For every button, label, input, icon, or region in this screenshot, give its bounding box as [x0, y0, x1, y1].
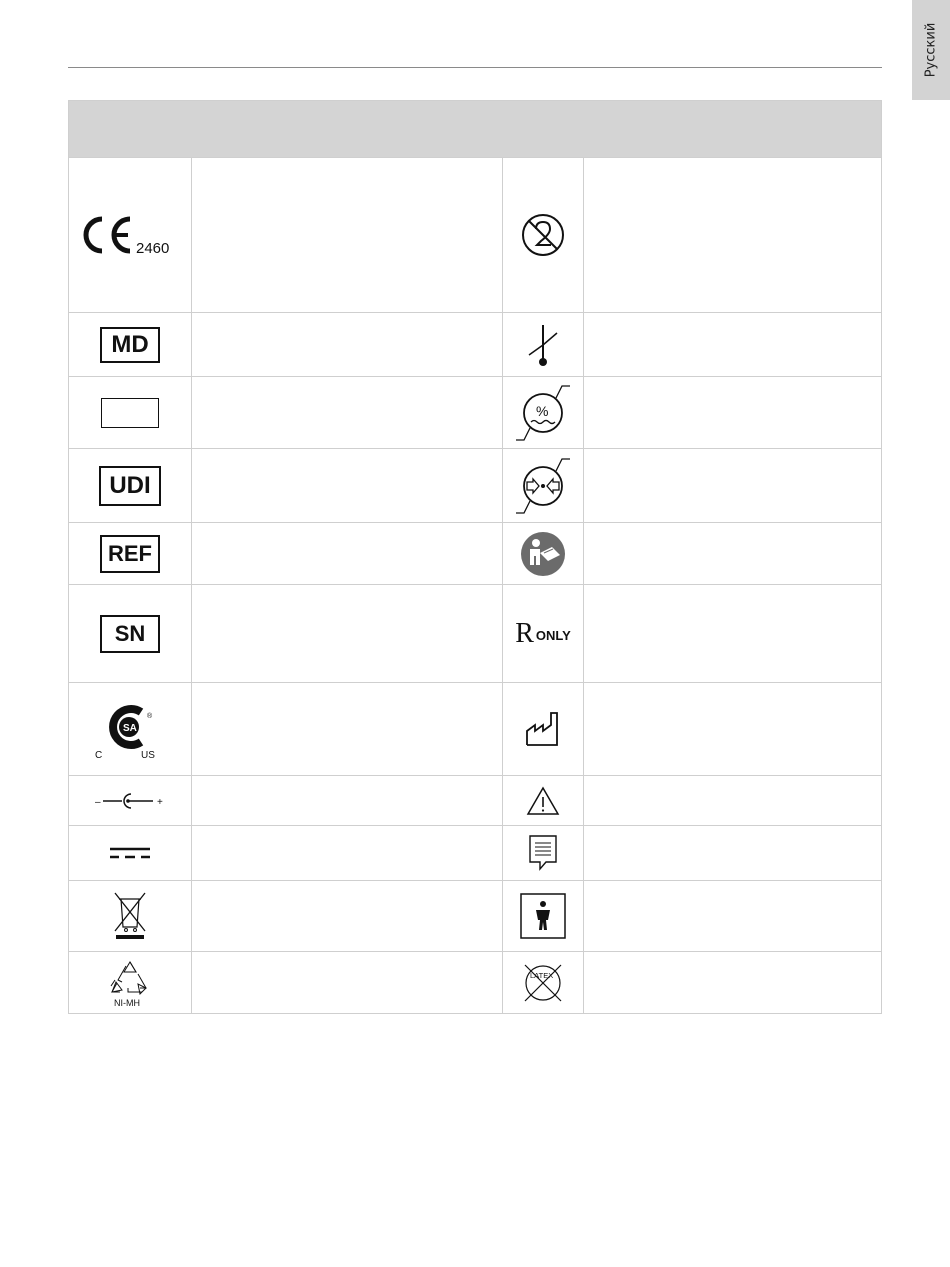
- md-icon: MD: [100, 327, 160, 363]
- ce-mark-number: 2460: [136, 240, 170, 257]
- weee-bin-icon: [113, 891, 147, 941]
- description-cell: [192, 881, 503, 951]
- type-bf-cell: [503, 881, 584, 951]
- table-row: [69, 448, 881, 522]
- table-row: [69, 376, 881, 448]
- description-cell: [584, 313, 881, 376]
- table-row: [69, 584, 881, 682]
- rx-symbol: R: [515, 617, 534, 649]
- description-cell: [584, 377, 881, 448]
- table-row: [69, 825, 881, 880]
- table-row: [69, 522, 881, 584]
- pressure-limit-cell: [503, 449, 584, 522]
- ce-mark-icon: [80, 213, 180, 257]
- description-cell: [584, 881, 881, 951]
- description-cell: [192, 377, 503, 448]
- description-cell: [192, 585, 503, 682]
- nimh-label: NI-MH: [114, 997, 140, 1008]
- manufacture-date-icon: [523, 709, 563, 749]
- rx-only-cell: [503, 585, 584, 682]
- udi-icon: UDI: [99, 466, 161, 506]
- description-cell: [584, 826, 881, 880]
- csa-cell: [69, 683, 192, 775]
- humidity-limit-cell: [503, 377, 584, 448]
- blank-box-cell: [69, 377, 192, 448]
- note-cell: [503, 826, 584, 880]
- type-bf-applied-part-icon: [520, 893, 566, 939]
- ce-mark-cell: [69, 158, 192, 312]
- description-cell: [192, 523, 503, 584]
- manufacture-date-cell: [503, 683, 584, 775]
- symbols-table: [68, 100, 882, 1014]
- table-row: [69, 775, 881, 825]
- caution-cell: [503, 776, 584, 825]
- table-row: [69, 157, 881, 312]
- description-cell: [584, 449, 881, 522]
- header-rule: [68, 67, 882, 68]
- description-cell: [584, 683, 881, 775]
- description-cell: [192, 313, 503, 376]
- read-instructions-cell: [503, 523, 584, 584]
- weee-cell: [69, 881, 192, 951]
- polarity-plus: +: [157, 796, 163, 808]
- description-cell: [584, 776, 881, 825]
- pressure-limit-icon: [514, 455, 572, 517]
- do-not-reuse-icon: [519, 211, 567, 259]
- direct-current-icon: [108, 846, 152, 860]
- latex-free-cell: [503, 952, 584, 1013]
- do-not-reuse-cell: [503, 158, 584, 312]
- rx-only-icon: [515, 617, 571, 649]
- read-instructions-icon: [520, 531, 566, 577]
- description-cell: [584, 952, 881, 1013]
- svg-text:SA: SA: [123, 723, 137, 734]
- sn-cell: [69, 585, 192, 682]
- description-cell: [192, 158, 503, 312]
- csa-registered: ®: [147, 713, 153, 720]
- humidity-limit-icon: [514, 382, 572, 444]
- ref-cell: [69, 523, 192, 584]
- table-header: [69, 101, 881, 157]
- note-icon: [527, 834, 559, 872]
- humidity-percent-label: %: [536, 402, 549, 419]
- language-tab-label: Русский: [923, 22, 939, 78]
- table-row: [69, 312, 881, 376]
- polarity-minus: –: [95, 796, 101, 808]
- description-cell: [584, 585, 881, 682]
- description-cell: [192, 776, 503, 825]
- description-cell: [192, 683, 503, 775]
- udi-cell: [69, 449, 192, 522]
- recycle-nimh-icon: [105, 958, 155, 1008]
- description-cell: [192, 449, 503, 522]
- table-row: [69, 880, 881, 951]
- temperature-limit-cell: [503, 313, 584, 376]
- table-row: [69, 682, 881, 775]
- temperature-limit-icon: [523, 321, 563, 369]
- csa-us-label: US: [141, 750, 155, 760]
- dc-polarity-icon: [95, 791, 165, 811]
- latex-label: LATEX: [530, 970, 554, 980]
- md-cell: [69, 313, 192, 376]
- ref-icon: REF: [100, 535, 160, 573]
- blank-box-icon: [101, 398, 159, 428]
- nimh-recycle-cell: [69, 952, 192, 1013]
- direct-current-cell: [69, 826, 192, 880]
- description-cell: [584, 158, 881, 312]
- rx-only-label: ONLY: [535, 627, 571, 643]
- description-cell: [192, 826, 503, 880]
- description-cell: [192, 952, 503, 1013]
- description-cell: [584, 523, 881, 584]
- csa-c-label: C: [95, 750, 103, 760]
- latex-free-icon: [521, 961, 565, 1005]
- warning-triangle-icon: [526, 786, 560, 816]
- sn-icon: SN: [100, 615, 160, 653]
- language-tab[interactable]: [912, 0, 950, 100]
- dc-polarity-cell: [69, 776, 192, 825]
- table-row: [69, 951, 881, 1013]
- csa-mark-icon: [95, 698, 165, 760]
